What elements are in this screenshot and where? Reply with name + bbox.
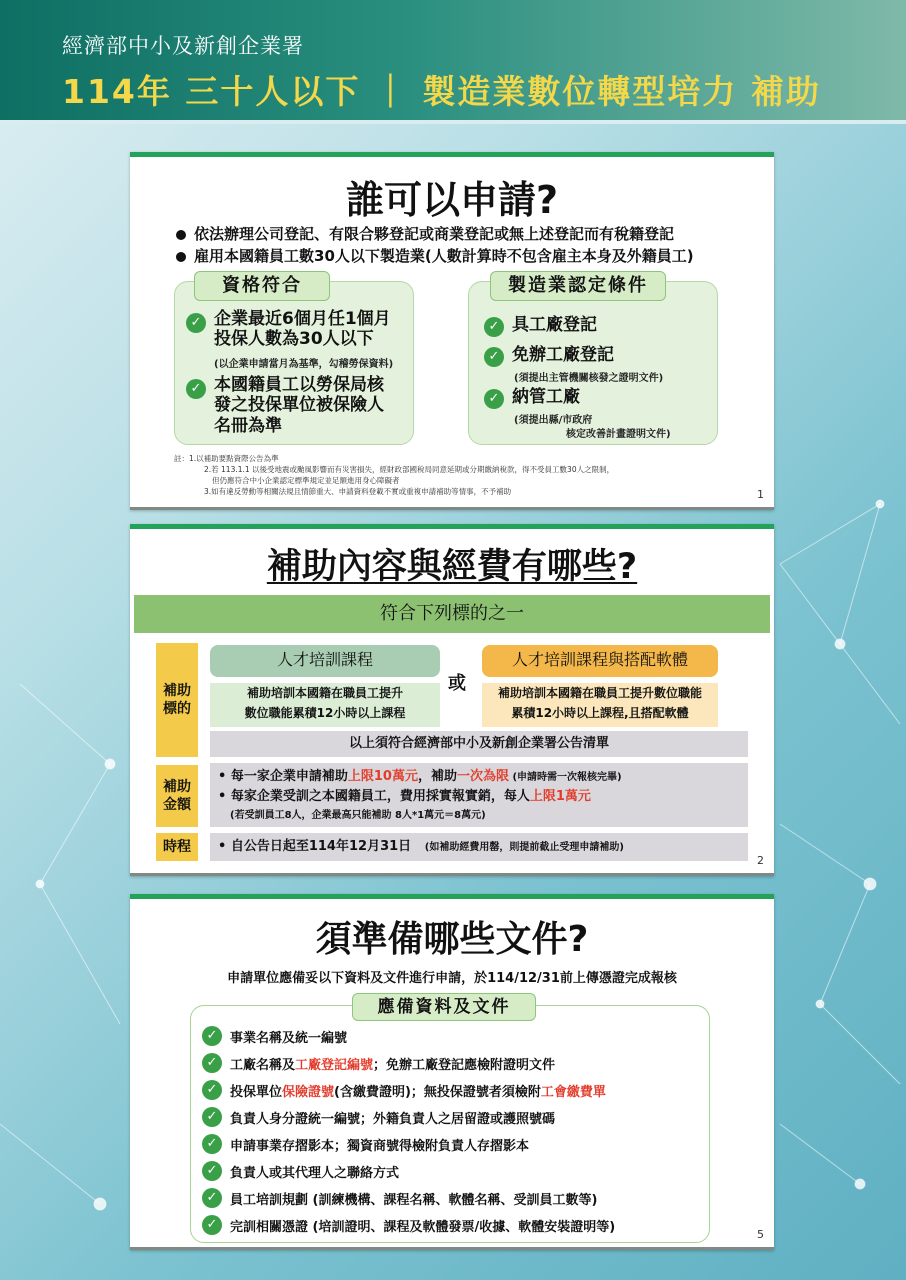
qualification-item: 本國籍員工以勞保局核 發之投保單位被保險人 名冊為準 bbox=[214, 375, 384, 436]
label-period: 時程 bbox=[156, 833, 198, 861]
document-item: 完訓相關憑證 (培訓證明、課程及軟體發票/收據、軟體安裝證明等) bbox=[230, 1220, 616, 1235]
check-icon: ✓ bbox=[202, 1107, 222, 1127]
eligibility-card bbox=[130, 152, 774, 510]
qualification-tag: 資格符合 bbox=[194, 271, 330, 301]
program-title: 114年 三十人以下 ｜ 製造業數位轉型培力 補助 bbox=[62, 72, 821, 111]
option-training-desc: 補助培訓本國籍在職員工提升 數位職能累積12小時以上課程 bbox=[210, 683, 440, 727]
bullet-icon bbox=[176, 252, 186, 262]
eligibility-bullet: 雇用本國籍員工數30人以下製造業(人數計算時不包含雇主本身及外籍員工) bbox=[176, 245, 694, 266]
document-item: 負責人身分證統一編號；外籍負責人之居留證或護照號碼 bbox=[230, 1112, 556, 1127]
check-icon: ✓ bbox=[186, 313, 206, 333]
page-header bbox=[0, 0, 906, 124]
check-icon: ✓ bbox=[202, 1215, 222, 1235]
check-icon: ✓ bbox=[484, 347, 504, 367]
documents-tag: 應備資料及文件 bbox=[352, 993, 536, 1021]
qualification-note: (以企業申請當月為基準，勾稽勞保資料) bbox=[214, 359, 394, 370]
subsidy-card bbox=[130, 524, 774, 876]
page-number: 5 bbox=[757, 1228, 764, 1241]
label-subsidy-target: 補助標的 bbox=[156, 643, 198, 757]
manufacturer-item: 免辦工廠登記 bbox=[512, 345, 614, 365]
manufacturer-note: 核定改善計畫證明文件) bbox=[566, 429, 671, 440]
document-item: 員工培訓規劃 (訓練機構、課程名稱、軟體名稱、受訓員工數等) bbox=[230, 1193, 598, 1208]
application-period: • 自公告日起至114年12月31日 (如補助經費用罄，則提前截止受理申請補助) bbox=[210, 833, 748, 861]
qualification-item: 企業最近6個月任1個月 投保人數為30人以下 bbox=[214, 309, 391, 350]
bullet-icon bbox=[176, 230, 186, 240]
subsidy-amount-details: • 每一家企業申請補助上限10萬元，補助一次為限 (申請時需一次報核完畢) • 每家企業受訓之本國籍員工，費用採實報實銷，每人上限1萬元 (若受訓員工8人，企業最高只能補助 8人*1萬元＝8萬元) bbox=[210, 763, 748, 827]
check-icon: ✓ bbox=[484, 389, 504, 409]
document-item: 事業名稱及統一編號 bbox=[230, 1031, 348, 1046]
check-icon: ✓ bbox=[202, 1188, 222, 1208]
condition-bar: 符合下列標的之一 bbox=[134, 595, 770, 633]
option-software-desc: 補助培訓本國籍在職員工提升數位職能 累積12小時以上課程,且搭配軟體 bbox=[482, 683, 718, 727]
manufacturer-note: (須提出縣/市政府 bbox=[514, 415, 593, 426]
check-icon: ✓ bbox=[202, 1161, 222, 1181]
manufacturer-item: 具工廠登記 bbox=[512, 315, 597, 335]
label-subsidy-amount: 補助金額 bbox=[156, 765, 198, 827]
option-training: 人才培訓課程 bbox=[210, 645, 440, 677]
page-number: 2 bbox=[757, 854, 764, 867]
documents-card bbox=[130, 894, 774, 1250]
option-training-software: 人才培訓課程與搭配軟體 bbox=[482, 645, 718, 677]
manufacturer-item: 納管工廠 bbox=[512, 387, 580, 407]
document-item: 負責人或其代理人之聯絡方式 bbox=[230, 1166, 400, 1181]
agency-name: 經濟部中小及新創企業署 bbox=[62, 34, 304, 58]
check-icon: ✓ bbox=[202, 1026, 222, 1046]
option-or: 或 bbox=[448, 673, 466, 694]
check-icon: ✓ bbox=[484, 317, 504, 337]
check-icon: ✓ bbox=[202, 1134, 222, 1154]
check-icon: ✓ bbox=[202, 1053, 222, 1073]
page-number: 1 bbox=[757, 488, 764, 501]
check-icon: ✓ bbox=[202, 1080, 222, 1100]
subsidy-title: 補助內容與經費有哪些? bbox=[266, 547, 638, 587]
document-item: 投保單位保險證號(含繳費證明)；無投保證號者須檢附工會繳費單 bbox=[230, 1085, 606, 1100]
eligibility-bullet: 依法辦理公司登記、有限合夥登記或商業登記或無上述登記而有稅籍登記 bbox=[176, 223, 674, 244]
manufacturer-note: (須提出主管機關核發之證明文件) bbox=[514, 373, 664, 384]
approved-list-note: 以上須符合經濟部中小及新創企業署公告清單 bbox=[210, 731, 748, 757]
check-icon: ✓ bbox=[186, 379, 206, 399]
manufacturer-tag: 製造業認定條件 bbox=[490, 271, 666, 301]
documents-title: 須準備哪些文件? bbox=[315, 919, 589, 960]
document-item: 工廠名稱及工廠登記編號；免辦工廠登記應檢附證明文件 bbox=[230, 1058, 556, 1073]
eligibility-notes: 註：1.以補助要點資際公告為準 2.若 113.1.1 以後受地震或颱風影響而有災害損失，經財政部國稅局同意延期或分期繳納稅款，得不受員工數30人之限制， 但仍應符合中小企業認定標準規定並足額進用身心障礙者 3.如有違反勞動等相關法規且情節重大、申請資料登載不實或重複申請補助等情事，不予補助 bbox=[174, 454, 615, 496]
document-item: 申請事業存摺影本；獨資商號得檢附負責人存摺影本 bbox=[230, 1139, 530, 1154]
documents-intro: 申請單位應備妥以下資料及文件進行申請，於114/12/31前上傳憑證完成報核 bbox=[227, 971, 677, 986]
eligibility-title: 誰可以申請? bbox=[345, 178, 559, 222]
